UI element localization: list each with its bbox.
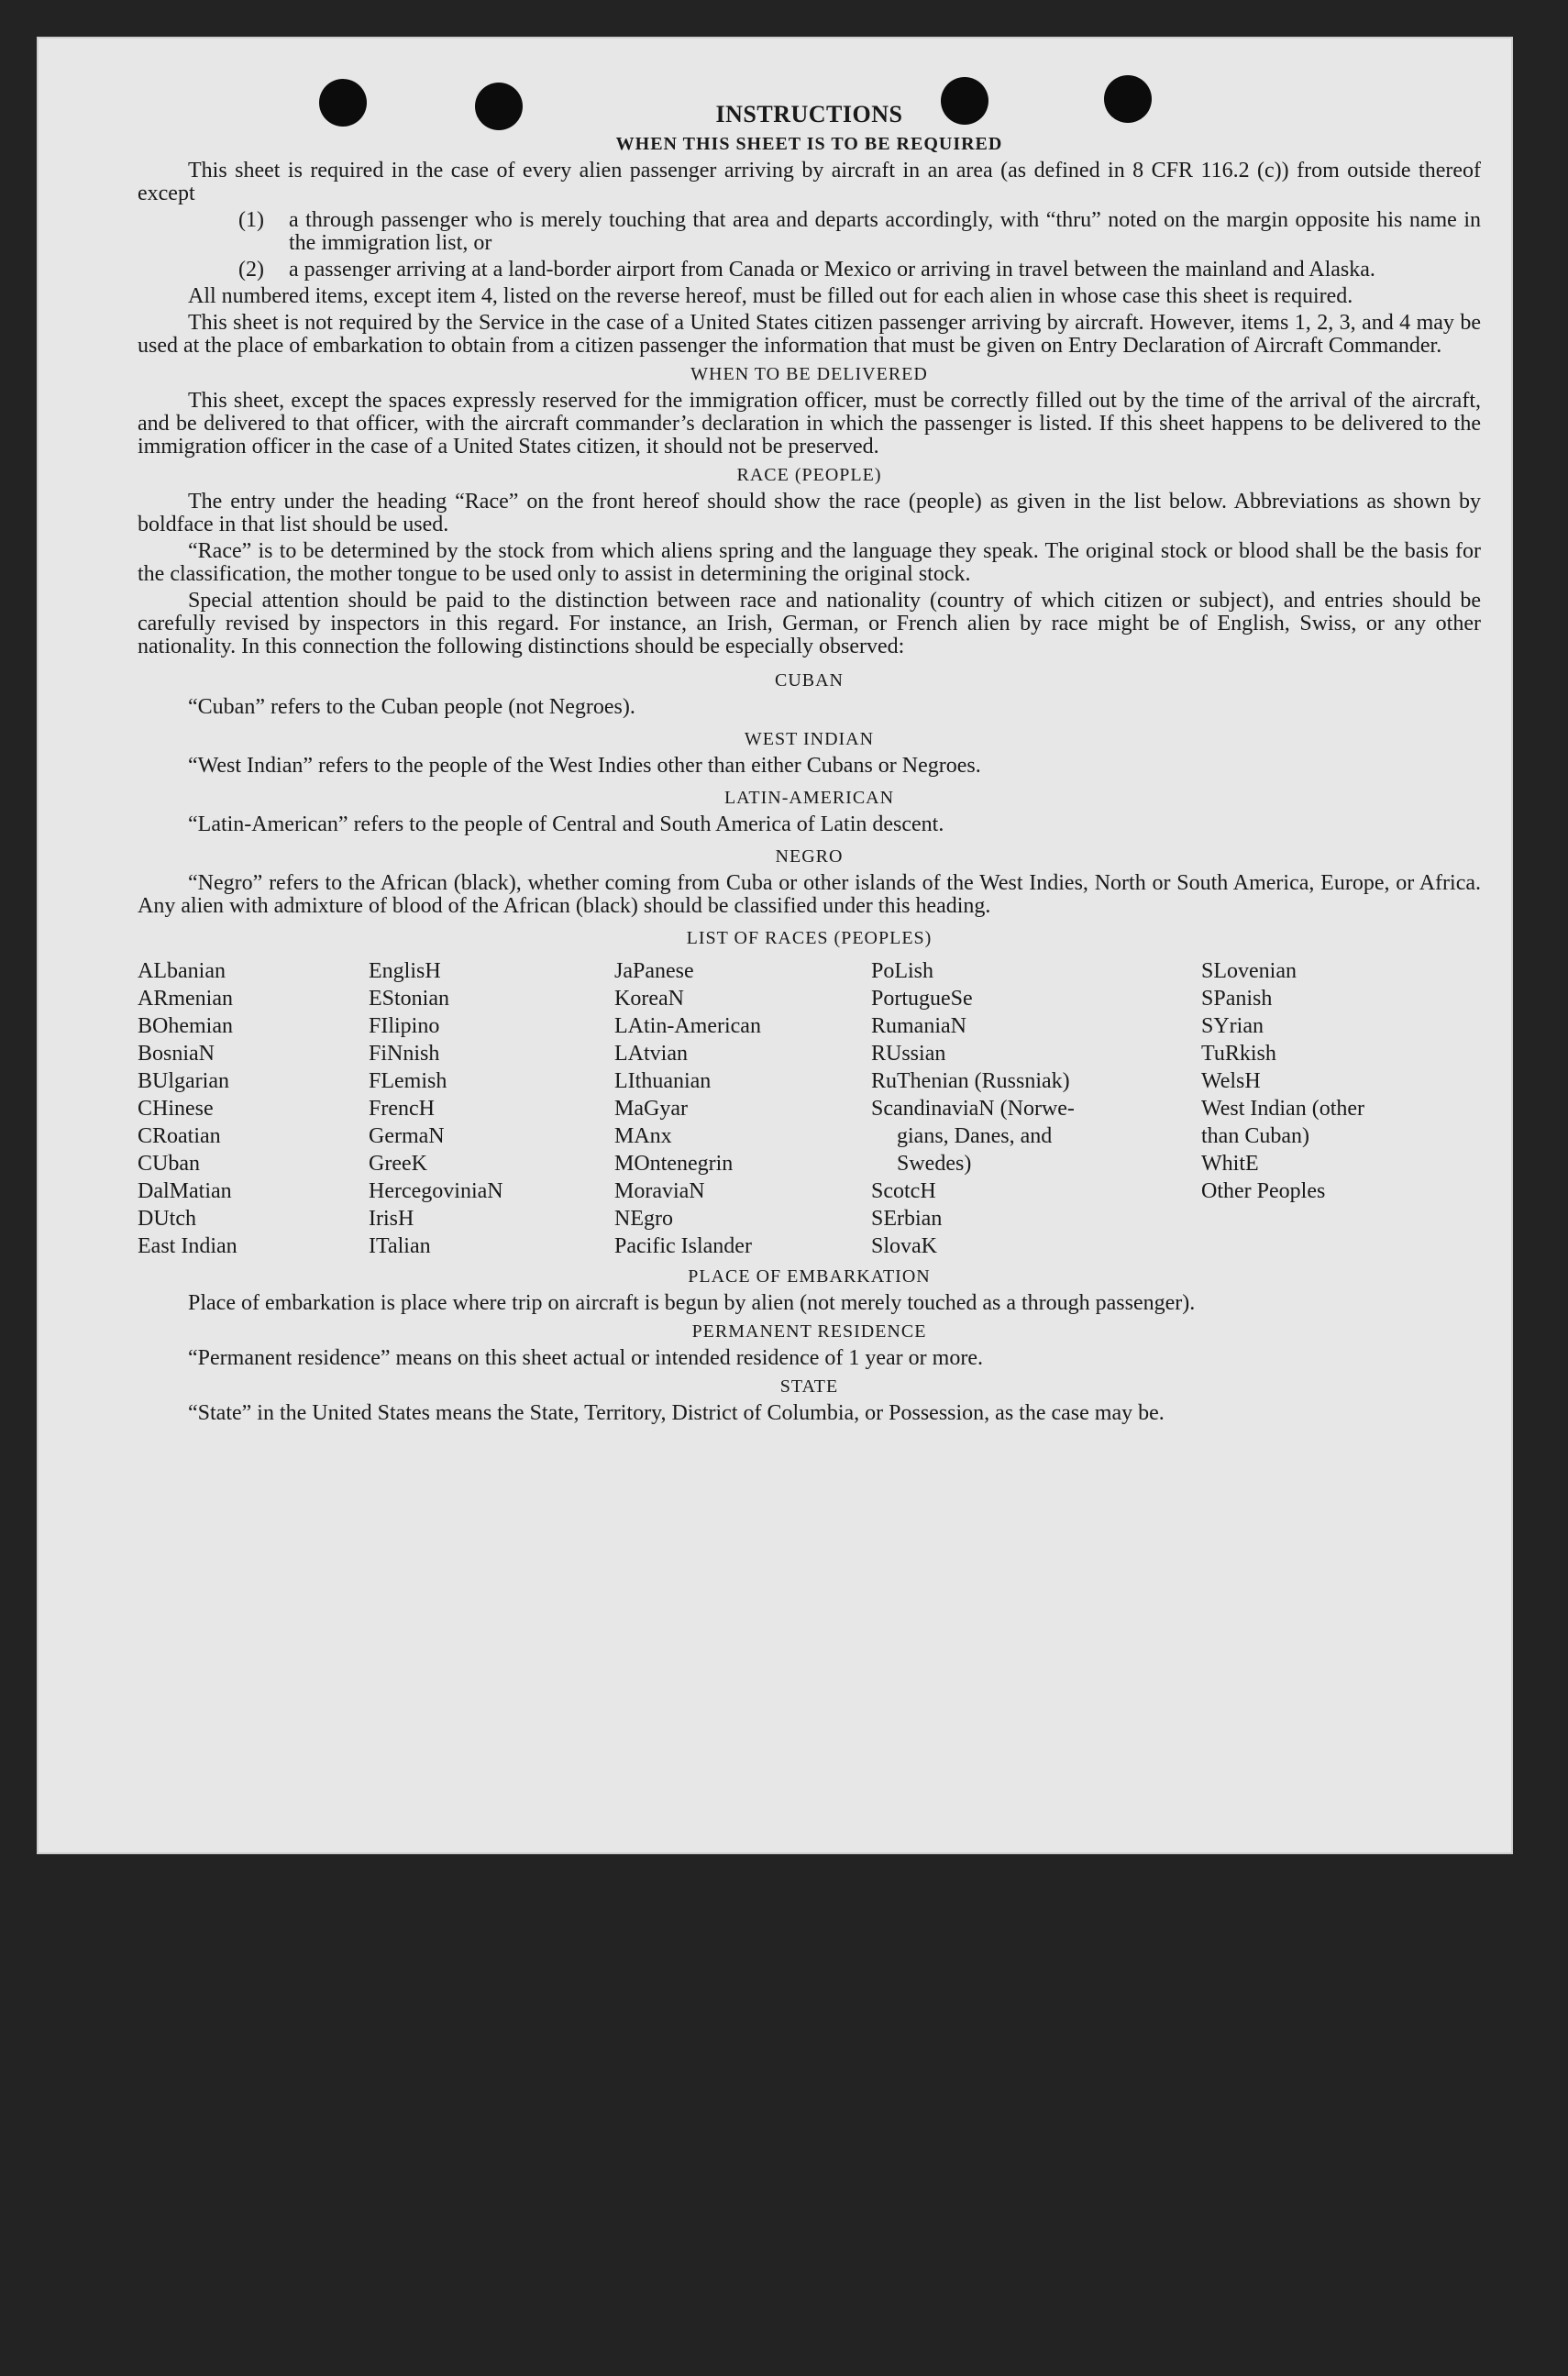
race-entry: EnglisH <box>369 959 441 983</box>
race-entry: LIthuanian <box>614 1069 712 1093</box>
race-entry: SLovenian <box>1201 959 1297 983</box>
race-entry: CUban <box>138 1152 200 1176</box>
item-number: (1) <box>238 208 264 232</box>
paragraph: Place of embarkation is place where trip on aircraft is begun by alien (not merely touched as a through passenger). <box>188 1291 1196 1315</box>
races-column <box>614 957 871 1260</box>
document-body <box>138 103 1481 1429</box>
paragraph: The entry under the heading “Race” on the front hereof should show the race (people) as given in the list below. Abbreviations as shown by boldface in that list should be used. <box>138 490 1481 536</box>
race-entry: GreeK <box>369 1152 427 1176</box>
races-column <box>369 957 614 1260</box>
race-entry-continued: Swedes) <box>897 1152 972 1176</box>
race-entry: RumaniaN <box>871 1014 966 1038</box>
race-entry: IrisH <box>369 1207 414 1231</box>
race-entry: East Indian <box>138 1234 237 1258</box>
item-text: a through passenger who is merely touching that area and departs accordingly, with “thru” noted on the margin opposite his name in the immigration list, or <box>289 208 1481 255</box>
item-text: a passenger arriving at a land-border airport from Canada or Mexico or arriving in travel between the mainland and Alaska. <box>289 258 1375 282</box>
race-entry: BUlgarian <box>138 1069 229 1093</box>
item-number: (2) <box>238 258 264 282</box>
race-entry: WhitE <box>1201 1152 1259 1176</box>
section-heading: NEGRO <box>775 846 844 867</box>
race-entry: FIlipino <box>369 1014 440 1038</box>
race-entry: SYrian <box>1201 1014 1264 1038</box>
race-entry: PoLish <box>871 959 934 983</box>
race-entry: West Indian (other <box>1201 1097 1365 1121</box>
list-item <box>238 259 1481 282</box>
paragraph: This sheet, except the spaces expressly reserved for the immigration officer, must be correctly filled out by the time of the arrival of the aircraft, and be delivered to that officer, with the aircraft commander’s declaration in which the passenger is listed. If this sheet happens to be delivered to the immigration officer in the case of a United States citizen, it should not be preserved. <box>138 389 1481 459</box>
race-entry: ARmenian <box>138 987 233 1011</box>
paragraph: Special attention should be paid to the distinction between race and nationality (country of which citizen or subject), and entries should be carefully revised by inspectors in this regard. For instance, an Irish, German, or French alien by race might be of English, Swiss, or any other nationality. In this connection the following distinctions should be especially observed: <box>138 589 1481 658</box>
race-entry: LAtvian <box>614 1042 688 1066</box>
race-entry: EStonian <box>369 987 449 1011</box>
paragraph: This sheet is required in the case of every alien passenger arriving by aircraft in an area (as defined in 8 CFR 116.2 (c)) from outside thereof except <box>138 159 1481 205</box>
race-entry: FLemish <box>369 1069 447 1093</box>
race-entry: ScandinaviaN (Norwe- <box>871 1097 1075 1121</box>
race-entry: MAnx <box>614 1124 672 1148</box>
race-entry: ITalian <box>369 1234 431 1258</box>
paragraph: “Cuban” refers to the Cuban people (not Negroes). <box>188 695 635 719</box>
race-entry: ALbanian <box>138 959 226 983</box>
race-entry-continued: than Cuban) <box>1201 1124 1309 1148</box>
paragraph: “Race” is to be determined by the stock from which aliens spring and the language they speak. The original stock or blood shall be the basis for the classification, the mother tongue to be used only to assist in determining the original stock. <box>138 539 1481 586</box>
race-entry: FiNnish <box>369 1042 440 1066</box>
paragraph: “West Indian” refers to the people of the West Indies other than either Cubans or Negroes. <box>188 754 981 778</box>
race-entry: Pacific Islander <box>614 1234 752 1258</box>
race-entry: SErbian <box>871 1207 943 1231</box>
race-entry: BosniaN <box>138 1042 215 1066</box>
race-entry: FrencH <box>369 1097 435 1121</box>
race-entry: ScotcH <box>871 1179 936 1203</box>
paragraph: “Permanent residence” means on this sheet actual or intended residence of 1 year or more. <box>188 1346 983 1370</box>
race-entry: PortugueSe <box>871 987 973 1011</box>
race-entry: Other Peoples <box>1201 1179 1326 1203</box>
races-column <box>138 957 369 1260</box>
race-entry: CHinese <box>138 1097 214 1121</box>
paragraph: All numbered items, except item 4, listed on the reverse hereof, must be filled out for each alien in whose case this sheet is required. <box>188 284 1353 308</box>
race-entry: LAtin-American <box>614 1014 761 1038</box>
list-item <box>238 209 1481 255</box>
section-heading: RACE (PEOPLE) <box>736 465 882 485</box>
section-heading: STATE <box>779 1376 839 1397</box>
race-entry: SlovaK <box>871 1234 937 1258</box>
race-entry: KoreaN <box>614 987 684 1011</box>
section-heading: LIST OF RACES (PEOPLES) <box>686 928 933 948</box>
race-entry: MoraviaN <box>614 1179 705 1203</box>
section-heading: WHEN THIS SHEET IS TO BE REQUIRED <box>615 134 1003 154</box>
section-heading: LATIN-AMERICAN <box>723 788 895 808</box>
race-entry: DalMatian <box>138 1179 232 1203</box>
race-entry: MOntenegrin <box>614 1152 734 1176</box>
paragraph: This sheet is not required by the Service in the case of a United States citizen passenger arriving by aircraft. However, items 1, 2, 3, and 4 may be used at the place of embarkation to obtain from a citizen passenger the information that must be given on Entry Declaration of Aircraft Commander. <box>138 311 1481 358</box>
races-column <box>1201 957 1481 1260</box>
section-heading: CUBAN <box>774 670 844 691</box>
race-entry: RUssian <box>871 1042 946 1066</box>
race-entry: CRoatian <box>138 1124 221 1148</box>
paragraph: “State” in the United States means the State, Territory, District of Columbia, or Possession, as the case may be. <box>188 1401 1165 1425</box>
section-heading: PERMANENT RESIDENCE <box>691 1321 927 1342</box>
race-entry: SPanish <box>1201 987 1273 1011</box>
races-list <box>138 957 1481 1260</box>
race-entry: MaGyar <box>614 1097 688 1121</box>
document-sheet <box>37 37 1513 1854</box>
section-heading: WHEN TO BE DELIVERED <box>690 364 928 384</box>
section-heading: WEST INDIAN <box>744 729 875 749</box>
paragraph: “Negro” refers to the African (black), whether coming from Cuba or other islands of the West Indies, North or South America, Europe, or Africa. Any alien with admixture of blood of the African (black) should be classified under this heading. <box>138 871 1481 918</box>
race-entry: WelsH <box>1201 1069 1261 1093</box>
section-heading: PLACE OF EMBARKATION <box>688 1266 931 1287</box>
paragraph: “Latin-American” refers to the people of Central and South America of Latin descent. <box>188 812 944 836</box>
races-column <box>871 957 1201 1260</box>
race-entry: TuRkish <box>1201 1042 1276 1066</box>
race-entry: NEgro <box>614 1207 673 1231</box>
race-entry: BOhemian <box>138 1014 233 1038</box>
race-entry: GermaN <box>369 1124 445 1148</box>
race-entry: JaPanese <box>614 959 694 983</box>
race-entry: DUtch <box>138 1207 196 1231</box>
race-entry: RuThenian (Russniak) <box>871 1069 1070 1093</box>
race-entry: HercegoviniaN <box>369 1179 503 1203</box>
document-title: INSTRUCTIONS <box>715 101 903 127</box>
race-entry-continued: gians, Danes, and <box>897 1124 1053 1148</box>
